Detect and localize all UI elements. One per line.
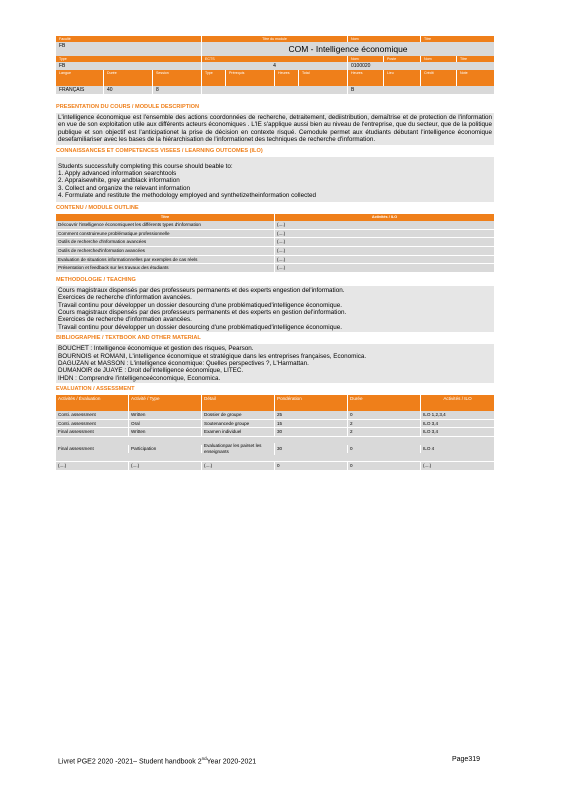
evaluation-cell: 0 xyxy=(348,411,421,419)
evaluation-cell: (....) xyxy=(202,462,275,470)
presentation-text: L'intelligence économique est l'ensemble des actions coordonnées de recherche, detraitement, dediistribution, demaîtrise et de protection de l'information en vue de son exploitation utile aux différents acteurs économiques . L'IE s'applique aussi bien au niveau de l'entreprise, que du secteur, que de la politique publique et son objectif est l'anticipationet la prise de décision en contexte risqué. Cemodule permet aux étudiants débutant l'intelligence économique desefamiliariser avec les bases de la hiérarchisation de l'informationet des techniques de recherche d'information. xyxy=(58,114,492,144)
evaluation-cell: Participation xyxy=(129,445,202,453)
contenu-cell-title: Outils de recherche d'information avancées xyxy=(56,238,275,246)
header-session-value: 8 xyxy=(153,86,202,94)
header-type-value: FB xyxy=(56,62,202,70)
evaluation-cell: ILO 4 xyxy=(423,446,435,452)
table-row xyxy=(56,411,494,420)
header-total-label: Total xyxy=(299,70,348,86)
contenu-cell-title: Comment construireune problématique professionnelle xyxy=(56,230,275,238)
header-faculty-value: FB xyxy=(56,42,202,56)
contenu-header-row xyxy=(56,214,494,222)
contenu-cell-activity: (....) xyxy=(277,222,286,228)
header-prereq-label: Prérequis xyxy=(226,70,275,86)
contenu-title: CONTENU / MODULE OUTLINE xyxy=(56,204,139,211)
contenu-table xyxy=(56,214,494,272)
evaluation-cell: Conti. assessment xyxy=(56,420,129,428)
footer-handbook-label xyxy=(58,756,256,765)
header-row-4 xyxy=(56,62,494,70)
competences-title: CONNAISSANCES ET COMPETENCES VISEES / LEARNING OUTCOMES (ILO) xyxy=(56,147,263,154)
evaluation-cell: Soutenancede groupe xyxy=(202,420,275,428)
header-row-5 xyxy=(56,70,494,86)
header-session-label: Session xyxy=(153,70,202,86)
header-place-value: B xyxy=(351,87,355,93)
course-sheet xyxy=(56,36,494,470)
evaluation-cell: 15 xyxy=(275,420,348,428)
evaluation-cell: 0 xyxy=(348,445,421,453)
table-row xyxy=(56,264,494,272)
evaluation-header-cell: Activité / Type xyxy=(129,395,202,411)
table-row xyxy=(56,256,494,265)
evaluation-cell: 30 xyxy=(275,445,348,453)
evaluation-header-cell: Pondération xyxy=(275,395,348,411)
contenu-cell-title: Outils de recherched'information avancées xyxy=(56,247,275,255)
table-row xyxy=(56,230,494,239)
evaluation-cell: 2 xyxy=(348,420,421,428)
header-type2-label: Type xyxy=(202,70,226,86)
evaluation-header-cell: Durée xyxy=(348,395,421,411)
table-row xyxy=(56,462,494,470)
evaluation-header-cell: Activités / ILO xyxy=(443,396,472,402)
evaluation-cell: (....) xyxy=(423,463,432,469)
header-title-label: Titre xyxy=(424,37,432,41)
header-duration-value: 40 xyxy=(104,86,153,94)
methodologie-line: Cours magistraux dispensés par des professeurs permanents et des experts engestion del'information. xyxy=(58,286,345,294)
contenu-cell-title: Evaluation de situations informationnelles par exemples de cas réels xyxy=(56,256,275,264)
bibliographie-line: BOURNOIS et ROMANI, L'intelligence économique et stratégique dans les entreprises françaises, Economica. xyxy=(58,352,367,360)
evaluation-cell: Dossier de groupe xyxy=(202,411,275,419)
header-ects-label: ECTS xyxy=(202,56,348,62)
contenu-cell-activity: (....) xyxy=(277,256,286,262)
presentation-title: PRESENTATION DU COURS / MODULE DESCRIPTION xyxy=(56,104,200,110)
evaluation-cell: Evaluationpar les pairset les enseignants xyxy=(202,443,275,455)
evaluation-cell: Examen individuel xyxy=(202,428,275,436)
header-note-label: Note xyxy=(460,71,468,75)
table-row xyxy=(56,238,494,247)
header-place-label: Lieu xyxy=(384,70,421,86)
competences-line: 1. Apply advanced information searchtools xyxy=(58,170,177,178)
header-duration-label: Durée xyxy=(104,70,153,86)
evaluation-cell: ILO 3,4 xyxy=(423,429,439,435)
evaluation-cell: Oral xyxy=(129,420,202,428)
bibliographie-line: BOUCHET : Intelligence économique et gestion des risques, Pearson. xyxy=(58,345,254,353)
contenu-cell-title: Présentation et feedback sur les travaux des étudiants xyxy=(56,264,275,272)
contenu-cell-activity: (....) xyxy=(277,239,286,245)
competences-line: Students successfully completing this course should beable to: xyxy=(58,162,233,170)
table-row xyxy=(56,247,494,256)
table-row xyxy=(56,428,494,437)
header-row-2 xyxy=(56,42,494,56)
methodologie-box xyxy=(56,286,494,332)
header-row-6 xyxy=(56,86,494,94)
evaluation-cell: (....) xyxy=(129,462,202,470)
competences-line: 4. Formulate and restitute the methodology employed and synthetizetheinformation collected xyxy=(58,192,316,200)
footer-left-text: Livret PGE2 2020 -2021– Student handbook 2 xyxy=(58,758,202,766)
header-post-label: Poste xyxy=(384,56,421,62)
header-ects-value: 4 xyxy=(202,62,348,70)
methodologie-line: Cours magistraux dispensés par des professeurs permanents et des experts en gestion del'information. xyxy=(58,309,347,317)
contenu-header-title: Titre xyxy=(56,214,275,222)
contenu-cell-activity: (....) xyxy=(277,265,286,271)
header-name-label: Nom xyxy=(348,36,421,42)
course-title: COM - Intelligence économique xyxy=(288,44,408,54)
contenu-cell-activity: (....) xyxy=(277,230,286,236)
page-number: Page319 xyxy=(451,756,480,763)
header-faculty-label: Faculté xyxy=(56,36,202,42)
evaluation-cell: Written xyxy=(129,428,202,436)
methodologie-line: Travail continu pour développer un dossier desourcing d'une problématiqued'intelligence économique. xyxy=(58,323,342,331)
header-hours2-label: Heures xyxy=(348,70,384,86)
header-code-value: 0100020 xyxy=(351,63,371,69)
evaluation-cell: 0 xyxy=(275,462,348,470)
methodologie-line: Travail continu pour développer un dossier desourcing d'une problématiqued'intelligence économique. xyxy=(58,301,342,309)
evaluation-cell: Conti. assessment xyxy=(56,411,129,419)
bibliographie-box xyxy=(56,344,494,383)
competences-box xyxy=(56,157,494,202)
footer-left-end: Year 2020-2021 xyxy=(206,758,257,766)
header-hours-value xyxy=(202,86,348,94)
evaluation-cell: 0 xyxy=(348,462,421,470)
methodologie-line: Exercices de recherche d'information avancées. xyxy=(58,294,192,302)
evaluation-table xyxy=(56,395,494,469)
contenu-cell-title: Découvrir l'intelligence économiqueet les différents types d'information xyxy=(56,221,275,229)
table-row xyxy=(56,420,494,429)
header-type-label: Type xyxy=(56,56,202,62)
evaluation-header-cell: Activités / Évaluation xyxy=(56,395,129,411)
footer-superscript: nd xyxy=(201,756,207,761)
page-footer xyxy=(58,756,480,765)
bibliographie-title: BIBLIOGRAPHIE / TEXTBOOK AND OTHER MATERIAL xyxy=(56,335,201,342)
header-module-title-label: Titre du module xyxy=(202,36,348,42)
table-row xyxy=(56,437,494,462)
evaluation-cell: 30 xyxy=(275,428,348,436)
contenu-header-activities: Activités / ILO xyxy=(371,214,398,219)
header-hours-label: Heures xyxy=(275,70,299,86)
bibliographie-line: DUMANOIR de JUAYE : Droit del'intelligence économique, LITEC. xyxy=(58,367,244,375)
evaluation-title: EVALUATION / ASSESSMENT xyxy=(56,386,135,393)
bibliographie-line: IHDN : Comprendre l'intelligenceéconomique, Economica. xyxy=(58,374,221,382)
methodologie-line: Exercices de recherche d'information avancées. xyxy=(58,316,192,324)
evaluation-header-cell: Détail xyxy=(202,395,275,411)
evaluation-cell: Final assessment xyxy=(56,428,129,436)
evaluation-cell: 25 xyxy=(275,411,348,419)
header-name2-label: Nom xyxy=(348,56,384,62)
evaluation-cell: 2 xyxy=(348,428,421,436)
evaluation-cell: Written xyxy=(129,411,202,419)
bibliographie-line: DAGUZAN et MASSON : L'intelligence économique: Quelles perspectives ?, L'Harmattan. xyxy=(58,360,309,368)
evaluation-header-row xyxy=(56,395,494,411)
header-language-label: Langue xyxy=(56,70,104,86)
competences-line: 3. Collect and organize the relevant information xyxy=(58,184,190,192)
contenu-cell-activity: (....) xyxy=(277,248,286,254)
competences-line: 2. Appraisewhite, grey andblack information xyxy=(58,177,180,185)
header-credit-label: Crédit xyxy=(421,70,457,86)
header-language-value: FRANÇAIS xyxy=(56,86,104,94)
evaluation-cell: ILO 1,2,3,4 xyxy=(423,412,446,418)
methodologie-title: METHODOLOGIE / TEACHING xyxy=(56,276,136,283)
header-name3-label: Nom xyxy=(421,56,457,62)
table-row xyxy=(56,221,494,230)
evaluation-cell: (....) xyxy=(56,462,129,470)
evaluation-cell: Final assessment xyxy=(56,445,129,453)
evaluation-cell: ILO 3,4 xyxy=(423,420,439,426)
header-title2-label: Titre xyxy=(460,57,468,61)
